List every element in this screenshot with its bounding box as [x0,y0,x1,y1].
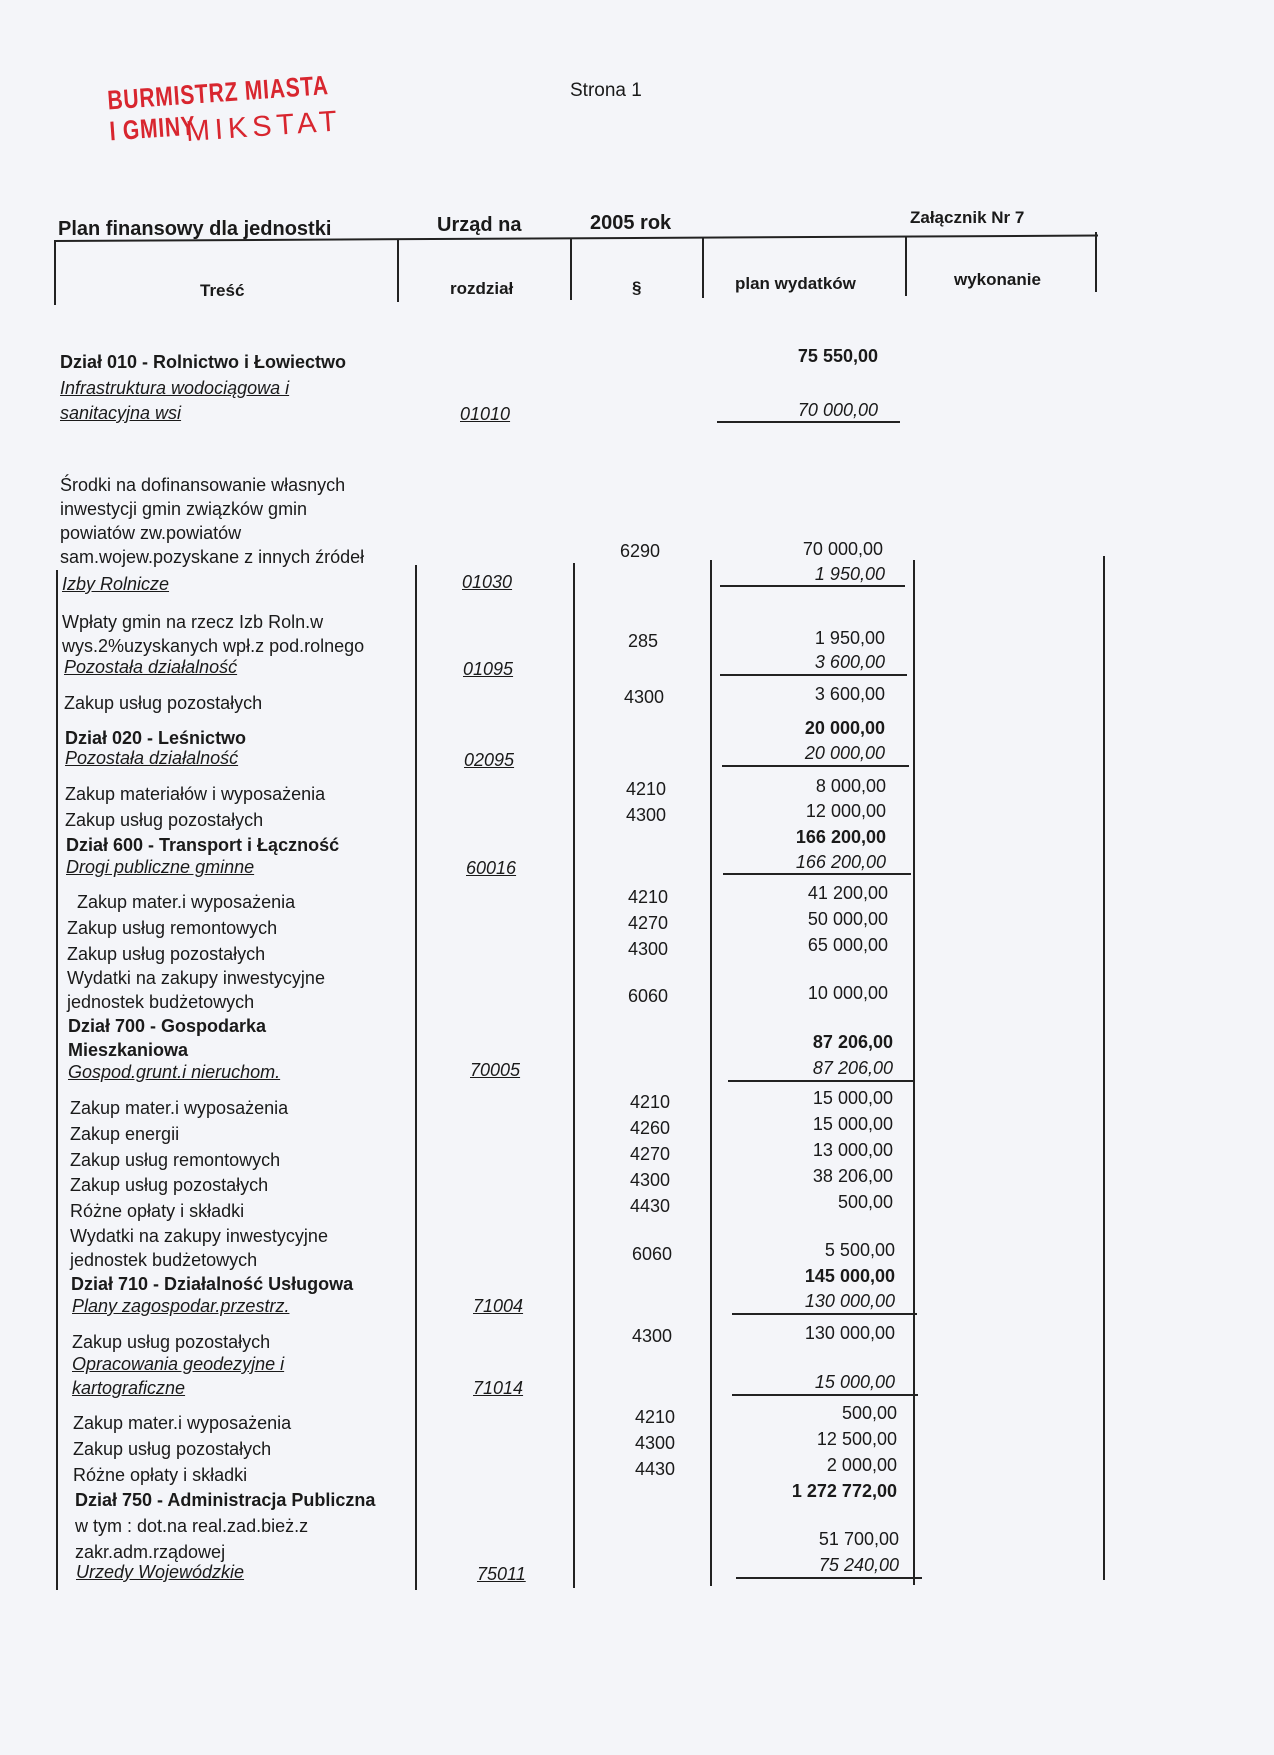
amount-zad-biez: 51 700,00 [818,1529,899,1549]
subtotal-rule [732,1313,917,1315]
par-4210: 4210 [635,1407,676,1427]
par-4300: 4300 [630,1170,671,1190]
subtotal-rule [732,1394,918,1396]
page-number: Strona 1 [570,80,642,101]
subtotal-rule [736,1577,922,1579]
header-divider-1 [397,240,399,302]
amount-285: 1 950,00 [814,628,885,648]
header-divider-4 [905,236,907,296]
code-75011: 75011 [477,1564,526,1584]
row-dzial-700-b: Mieszkaniowa [68,1040,189,1060]
row-dzial-710: Dział 710 - Działalność Usługowa [71,1274,354,1294]
code-71004: 71004 [473,1296,524,1316]
par-4260: 4260 [630,1118,671,1138]
amount-4430: 2 000,00 [826,1455,897,1475]
row-item: Zakup usług remontowych [67,918,278,938]
par-6060: 6060 [632,1244,673,1264]
row-dzial-600: Dział 600 - Transport i Łączność [66,835,340,855]
subtotal-rule [723,873,911,875]
row-item: Wydatki na zakupy inwestycyjne [70,1226,328,1246]
row-dzial-020: Dział 020 - Leśnictwo [65,728,247,748]
row-item: Zakup mater.i wyposażenia [73,1413,292,1433]
row-item: Różne opłaty i składki [70,1201,245,1221]
row-item: Środki na dofinansowanie własnych [60,475,346,495]
office-stamp [100,59,406,170]
code-02095: 02095 [464,750,515,770]
row-rozdzial-02095: Pozostała działalność [65,748,239,768]
stamp-line-1: BURMISTRZ MIASTA I GMINY [106,70,329,147]
par-285: 285 [628,631,659,651]
amount-71014: 15 000,00 [814,1372,895,1392]
amount-75011: 75 240,00 [818,1555,899,1575]
code-01030: 01030 [462,572,513,592]
col-header-wykonanie: wykonanie [954,270,1041,289]
doc-title: Plan finansowy dla jednostki [58,218,332,240]
par-6290: 6290 [620,541,661,561]
row-item: sam.wojew.pozyskane z innych źródeł [60,547,365,567]
doc-title-unit: Urząd na [437,214,522,236]
row-item: Zakup usług pozostałych [72,1332,271,1352]
body-divider-4 [913,560,915,1585]
par-4210: 4210 [626,779,667,799]
subtotal-rule [717,421,900,423]
par-4300: 4300 [628,939,669,959]
code-01010: 01010 [460,404,511,424]
row-rozdzial-75011: Urzedy Wojewódzkie [76,1562,245,1582]
row-item: powiatów zw.powiatów [60,523,242,543]
par-4270: 4270 [628,913,669,933]
subtotal-rule [728,1080,913,1082]
row-item: jednostek budżetowych [67,992,255,1012]
amount-60016: 166 200,00 [795,852,886,872]
amount-dzial-700: 87 206,00 [812,1032,893,1052]
amount-4260: 15 000,00 [812,1114,893,1134]
stamp-line-2: MIKSTAT [184,105,343,149]
amount-70005: 87 206,00 [812,1058,893,1078]
code-60016: 60016 [466,858,517,878]
subtotal-rule [722,765,909,767]
amount-01010: 70 000,00 [797,400,878,420]
amount-4300: 12 500,00 [816,1429,897,1449]
amount-4300: 65 000,00 [807,935,888,955]
row-rozdzial-01030: Izby Rolnicze [62,574,170,594]
amount-4270: 13 000,00 [812,1140,893,1160]
amount-6060: 10 000,00 [807,983,888,1003]
body-border-left [56,570,58,1590]
par-4430: 4430 [635,1459,676,1479]
row-item: Zakup usług pozostałych [64,693,263,713]
col-header-tresc: Treść [200,281,245,300]
annex-label: Załącznik Nr 7 [910,208,1025,227]
row-rozdzial-01095: Pozostała działalność [64,657,238,677]
col-header-rozdzial: rozdział [450,279,514,298]
code-70005: 70005 [470,1060,521,1080]
row-item: wys.2%uzyskanych wpł.z pod.rolnego [62,636,365,656]
row-rozdzial-71014-b: kartograficzne [72,1378,186,1398]
amount-4210: 41 200,00 [807,883,888,903]
row-item: Zakup usług pozostałych [73,1439,272,1459]
body-divider-1 [415,565,417,1590]
subtotal-rule [720,674,907,676]
amount-02095: 20 000,00 [804,743,885,763]
amount-dzial-750: 1 272 772,00 [791,1481,897,1501]
row-item: inwestycji gmin związków gmin [60,499,308,519]
header-border-right [1095,232,1097,292]
par-6060: 6060 [628,986,669,1006]
amount-4210: 8 000,00 [815,776,886,796]
row-item: zakr.adm.rządowej [75,1542,226,1562]
row-rozdzial-60016: Drogi publiczne gminne [66,857,255,877]
amount-dzial-710: 145 000,00 [804,1266,895,1286]
header-divider-2 [570,239,572,300]
amount-dzial-600: 166 200,00 [795,827,886,847]
code-01095: 01095 [463,659,514,679]
row-item: Zakup usług pozostałych [67,944,266,964]
amount-dzial-020: 20 000,00 [804,718,885,738]
row-item: jednostek budżetowych [70,1250,258,1270]
par-4300: 4300 [626,805,667,825]
par-4300: 4300 [624,687,665,707]
amount-4300: 38 206,00 [812,1166,893,1186]
col-header-paragraf: § [632,278,642,297]
amount-6060: 5 500,00 [824,1240,895,1260]
amount-01030: 1 950,00 [814,564,885,584]
amount-4300: 3 600,00 [814,684,885,704]
row-rozdzial-01010-b: sanitacyjna wsi [60,403,182,423]
row-dzial-010: Dział 010 - Rolnictwo i Łowiectwo [60,352,347,372]
amount-6290: 70 000,00 [802,539,883,559]
row-item: Zakup energii [70,1124,180,1144]
amount-71004: 130 000,00 [804,1291,895,1311]
row-item: Wpłaty gmin na rzecz Izb Roln.w [62,612,324,632]
row-rozdzial-70005: Gospod.grunt.i nieruchom. [68,1062,281,1082]
code-71014: 71014 [473,1378,524,1398]
row-item: Zakup mater.i wyposażenia [77,892,296,912]
row-item: Zakup usług pozostałych [70,1175,269,1195]
par-4210: 4210 [628,887,669,907]
par-4300: 4300 [635,1433,676,1453]
row-rozdzial-71004: Plany zagospodar.przestrz. [72,1296,290,1316]
amount-4270: 50 000,00 [807,909,888,929]
row-item: Wydatki na zakupy inwestycyjne [67,968,325,988]
row-item: Różne opłaty i składki [73,1465,248,1485]
amount-4210: 15 000,00 [812,1088,893,1108]
body-border-right [1103,556,1105,1580]
header-border-left [54,241,56,305]
par-4270: 4270 [630,1144,671,1164]
amount-4430: 500,00 [837,1192,893,1212]
row-item: Zakup materiałów i wyposażenia [65,784,326,804]
amount-4210: 500,00 [841,1403,897,1423]
row-dzial-700-a: Dział 700 - Gospodarka [68,1016,267,1036]
subtotal-rule [720,585,905,587]
row-item: Zakup usług pozostałych [65,810,264,830]
amount-dzial-010: 75 550,00 [797,346,878,366]
amount-4300: 12 000,00 [805,801,886,821]
row-item: Zakup usług remontowych [70,1150,281,1170]
par-4210: 4210 [630,1092,671,1112]
body-divider-2 [573,563,575,1588]
row-item: Zakup mater.i wyposażenia [70,1098,289,1118]
row-item: w tym : dot.na real.zad.bież.z [75,1516,309,1536]
row-rozdzial-01010-a: Infrastruktura wodociągowa i [60,378,290,398]
amount-01095: 3 600,00 [814,652,885,672]
par-4430: 4430 [630,1196,671,1216]
row-rozdzial-71014-a: Opracowania geodezyjne i [72,1354,285,1374]
par-4300: 4300 [632,1326,673,1346]
col-header-plan: plan wydatków [735,274,856,293]
amount-4300: 130 000,00 [804,1323,895,1343]
doc-title-year: 2005 rok [590,212,672,234]
header-divider-3 [702,238,704,298]
row-dzial-750: Dział 750 - Administracja Publiczna [75,1490,376,1510]
